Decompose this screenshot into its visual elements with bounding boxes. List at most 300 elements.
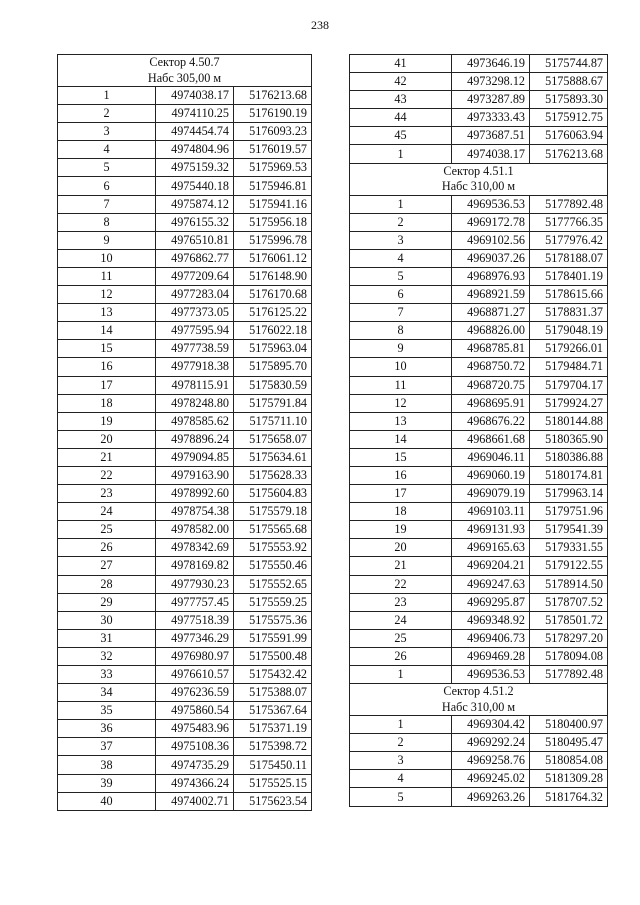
- coordinate-y: 5175711.10: [234, 412, 312, 430]
- table-row: [58, 267, 312, 285]
- point-number: 37: [58, 738, 156, 756]
- table-row: [58, 756, 312, 774]
- coordinate-x: 4974038.17: [156, 87, 234, 105]
- point-number: 20: [58, 430, 156, 448]
- table-row: [350, 127, 608, 145]
- point-number: 35: [58, 702, 156, 720]
- point-number: 15: [58, 340, 156, 358]
- table-row: [58, 593, 312, 611]
- point-number: 22: [350, 575, 452, 593]
- point-number: 40: [58, 792, 156, 810]
- coordinate-x: 4974454.74: [156, 123, 234, 141]
- coordinate-y: 5175565.68: [234, 521, 312, 539]
- coordinate-y: 5179541.39: [530, 521, 608, 539]
- point-number: 32: [58, 647, 156, 665]
- coordinate-x: 4977209.64: [156, 267, 234, 285]
- coordinate-y: 5180854.08: [530, 752, 608, 770]
- table-row: [350, 611, 608, 629]
- coordinate-x: 4969536.53: [452, 666, 530, 684]
- point-number: 1: [350, 666, 452, 684]
- table-row: [58, 123, 312, 141]
- point-number: 18: [58, 394, 156, 412]
- table-row: [350, 521, 608, 539]
- point-number: 7: [58, 195, 156, 213]
- coordinate-y: 5175604.83: [234, 485, 312, 503]
- point-number: 26: [350, 647, 452, 665]
- table-row: [350, 770, 608, 788]
- point-number: 2: [350, 734, 452, 752]
- point-number: 6: [350, 286, 452, 304]
- section-subtitle: Набс 310,00 м: [441, 179, 516, 194]
- point-number: 8: [350, 322, 452, 340]
- table-row: [58, 304, 312, 322]
- table-row: [350, 788, 608, 806]
- table-row: [350, 430, 608, 448]
- coordinate-y: 5180144.88: [530, 412, 608, 430]
- point-number: 4: [58, 141, 156, 159]
- coordinate-y: 5179122.55: [530, 557, 608, 575]
- table-row: [58, 557, 312, 575]
- point-number: 19: [350, 521, 452, 539]
- table-row: [350, 249, 608, 267]
- coordinate-y: 5175623.54: [234, 792, 312, 810]
- coordinate-x: 4969037.26: [452, 249, 530, 267]
- coordinate-y: 5175525.15: [234, 774, 312, 792]
- section-title: Сектор 4.50.7: [149, 55, 220, 69]
- coordinate-y: 5176190.19: [234, 105, 312, 123]
- coordinate-x: 4974038.17: [452, 145, 530, 163]
- coordinate-x: 4974735.29: [156, 756, 234, 774]
- coordinate-y: 5175830.59: [234, 376, 312, 394]
- coordinate-x: 4974804.96: [156, 141, 234, 159]
- coordinate-x: 4973333.43: [452, 109, 530, 127]
- table-row: [58, 611, 312, 629]
- coordinate-x: 4975483.96: [156, 720, 234, 738]
- table-row: [58, 286, 312, 304]
- table-row: [350, 666, 608, 684]
- table-row: [350, 394, 608, 412]
- coordinate-y: 5175367.64: [234, 702, 312, 720]
- point-number: 8: [58, 213, 156, 231]
- coordinate-x: 4974110.25: [156, 105, 234, 123]
- table-row: [58, 394, 312, 412]
- point-number: 17: [58, 376, 156, 394]
- point-number: 29: [58, 593, 156, 611]
- table-row: [58, 358, 312, 376]
- coordinate-y: 5179704.17: [530, 376, 608, 394]
- section-header-row: [350, 163, 608, 195]
- coordinate-y: 5175559.25: [234, 593, 312, 611]
- section-subtitle: Набс 305,00 м: [147, 70, 222, 85]
- table-row: [350, 593, 608, 611]
- table-row: [350, 503, 608, 521]
- coordinate-y: 5175579.18: [234, 503, 312, 521]
- table-row: [350, 55, 608, 73]
- coordinate-x: 4975440.18: [156, 177, 234, 195]
- coordinate-y: 5179048.19: [530, 322, 608, 340]
- coordinate-x: 4977738.59: [156, 340, 234, 358]
- coordinate-y: 5178401.19: [530, 267, 608, 285]
- point-number: 3: [350, 231, 452, 249]
- table-row: [350, 304, 608, 322]
- coordinate-y: 5176213.68: [234, 87, 312, 105]
- point-number: 2: [350, 213, 452, 231]
- coordinate-y: 5176148.90: [234, 267, 312, 285]
- point-number: 26: [58, 539, 156, 557]
- coordinate-y: 5180386.88: [530, 448, 608, 466]
- table-row: [350, 734, 608, 752]
- coordinate-x: 4969103.11: [452, 503, 530, 521]
- coordinate-x: 4969204.21: [452, 557, 530, 575]
- coordinate-x: 4978169.82: [156, 557, 234, 575]
- table-row: [58, 87, 312, 105]
- coordinate-y: 5175996.78: [234, 231, 312, 249]
- section-header: [58, 55, 312, 87]
- coordinate-x: 4969263.26: [452, 788, 530, 806]
- table-row: [58, 231, 312, 249]
- point-number: 23: [350, 593, 452, 611]
- point-number: 5: [58, 159, 156, 177]
- coordinate-y: 5175744.87: [530, 55, 608, 73]
- coordinate-y: 5181309.28: [530, 770, 608, 788]
- table-row: [350, 539, 608, 557]
- coordinate-x: 4975108.36: [156, 738, 234, 756]
- point-number: 25: [58, 521, 156, 539]
- table-row: [58, 521, 312, 539]
- point-number: 24: [58, 503, 156, 521]
- point-number: 17: [350, 485, 452, 503]
- point-number: 30: [58, 611, 156, 629]
- table-row: [58, 448, 312, 466]
- coordinate-y: 5178297.20: [530, 629, 608, 647]
- point-number: 5: [350, 267, 452, 285]
- point-number: 31: [58, 629, 156, 647]
- coordinate-x: 4978754.38: [156, 503, 234, 521]
- coordinate-y: 5176170.68: [234, 286, 312, 304]
- coordinate-x: 4969292.24: [452, 734, 530, 752]
- coordinate-y: 5178501.72: [530, 611, 608, 629]
- table-row: [350, 91, 608, 109]
- section-header-row: [350, 684, 608, 716]
- section-title: Сектор 4.51.1: [443, 163, 514, 178]
- coordinate-x: 4969131.93: [452, 521, 530, 539]
- table-row: [58, 485, 312, 503]
- coordinate-x: 4973646.19: [452, 55, 530, 73]
- point-number: 14: [58, 322, 156, 340]
- point-number: 20: [350, 539, 452, 557]
- point-number: 21: [350, 557, 452, 575]
- table-row: [350, 376, 608, 394]
- coordinate-x: 4973298.12: [452, 73, 530, 91]
- coordinate-x: 4976236.59: [156, 684, 234, 702]
- coordinate-y: 5175893.30: [530, 91, 608, 109]
- coordinate-y: 5175912.75: [530, 109, 608, 127]
- point-number: 41: [350, 55, 452, 73]
- point-number: 45: [350, 127, 452, 145]
- section-header: [350, 684, 608, 716]
- coordinate-y: 5178615.66: [530, 286, 608, 304]
- table-row: [58, 412, 312, 430]
- table-row: [350, 195, 608, 213]
- coordinate-x: 4968695.91: [452, 394, 530, 412]
- coordinate-y: 5175398.72: [234, 738, 312, 756]
- table-row: [350, 340, 608, 358]
- table-row: [350, 322, 608, 340]
- coordinate-y: 5180400.97: [530, 716, 608, 734]
- point-number: 43: [350, 91, 452, 109]
- table-row: [58, 159, 312, 177]
- section-subtitle: Набс 310,00 м: [441, 699, 516, 714]
- table-row: [58, 195, 312, 213]
- point-number: 4: [350, 249, 452, 267]
- coordinate-y: 5178914.50: [530, 575, 608, 593]
- coordinate-y: 5176063.94: [530, 127, 608, 145]
- coordinate-x: 4978992.60: [156, 485, 234, 503]
- coordinate-y: 5175550.46: [234, 557, 312, 575]
- coordinate-y: 5176213.68: [530, 145, 608, 163]
- table-row: [350, 145, 608, 163]
- coordinate-y: 5179484.71: [530, 358, 608, 376]
- coordinate-y: 5177892.48: [530, 666, 608, 684]
- coordinate-y: 5175658.07: [234, 430, 312, 448]
- coordinate-x: 4977373.05: [156, 304, 234, 322]
- point-number: 34: [58, 684, 156, 702]
- coordinate-y: 5175432.42: [234, 666, 312, 684]
- point-number: 1: [350, 195, 452, 213]
- table-row: [58, 249, 312, 267]
- coordinate-y: 5175791.84: [234, 394, 312, 412]
- point-number: 22: [58, 466, 156, 484]
- table-row: [58, 629, 312, 647]
- coordinate-y: 5181764.32: [530, 788, 608, 806]
- table-row: [58, 666, 312, 684]
- point-number: 3: [350, 752, 452, 770]
- coordinate-y: 5178188.07: [530, 249, 608, 267]
- table-row: [350, 267, 608, 285]
- coordinate-y: 5175388.07: [234, 684, 312, 702]
- coordinate-x: 4968720.75: [452, 376, 530, 394]
- table-row: [350, 557, 608, 575]
- coordinate-y: 5175591.99: [234, 629, 312, 647]
- coordinate-x: 4977918.38: [156, 358, 234, 376]
- coordinate-x: 4978582.00: [156, 521, 234, 539]
- coordinate-y: 5177976.42: [530, 231, 608, 249]
- coordinate-y: 5180174.81: [530, 466, 608, 484]
- coordinate-x: 4969102.56: [452, 231, 530, 249]
- point-number: 14: [350, 430, 452, 448]
- table-row: [350, 448, 608, 466]
- coordinate-x: 4969536.53: [452, 195, 530, 213]
- point-number: 3: [58, 123, 156, 141]
- point-number: 16: [58, 358, 156, 376]
- table-row: [58, 376, 312, 394]
- coordinate-y: 5176061.12: [234, 249, 312, 267]
- point-number: 13: [350, 412, 452, 430]
- coordinate-x: 4974002.71: [156, 792, 234, 810]
- coordinate-x: 4969348.92: [452, 611, 530, 629]
- coordinate-y: 5176125.22: [234, 304, 312, 322]
- coordinate-x: 4969247.63: [452, 575, 530, 593]
- coordinate-x: 4976862.77: [156, 249, 234, 267]
- coordinate-x: 4968826.00: [452, 322, 530, 340]
- coordinate-x: 4977757.45: [156, 593, 234, 611]
- coordinate-x: 4975874.12: [156, 195, 234, 213]
- coordinate-y: 5175941.16: [234, 195, 312, 213]
- coordinate-x: 4977595.94: [156, 322, 234, 340]
- point-number: 9: [350, 340, 452, 358]
- point-number: 42: [350, 73, 452, 91]
- point-number: 12: [58, 286, 156, 304]
- coordinate-x: 4968661.68: [452, 430, 530, 448]
- coordinate-x: 4973687.51: [452, 127, 530, 145]
- coordinate-y: 5177766.35: [530, 213, 608, 231]
- coordinate-y: 5179963.14: [530, 485, 608, 503]
- table-row: [350, 109, 608, 127]
- coordinate-y: 5175575.36: [234, 611, 312, 629]
- table-row: [350, 716, 608, 734]
- section-header-row: [58, 55, 312, 87]
- coordinate-y: 5176022.18: [234, 322, 312, 340]
- coordinate-x: 4968785.81: [452, 340, 530, 358]
- table-row: [58, 213, 312, 231]
- coordinate-x: 4969165.63: [452, 539, 530, 557]
- point-number: 12: [350, 394, 452, 412]
- table-row: [350, 286, 608, 304]
- point-number: 27: [58, 557, 156, 575]
- point-number: 28: [58, 575, 156, 593]
- point-number: 39: [58, 774, 156, 792]
- coordinate-x: 4978115.91: [156, 376, 234, 394]
- table-row: [350, 213, 608, 231]
- coordinate-y: 5175634.61: [234, 448, 312, 466]
- point-number: 6: [58, 177, 156, 195]
- coordinate-x: 4968676.22: [452, 412, 530, 430]
- coordinate-y: 5180365.90: [530, 430, 608, 448]
- coordinate-y: 5179751.96: [530, 503, 608, 521]
- coordinate-x: 4977930.23: [156, 575, 234, 593]
- coordinate-x: 4977283.04: [156, 286, 234, 304]
- point-number: 5: [350, 788, 452, 806]
- coordinate-y: 5175371.19: [234, 720, 312, 738]
- section-header: [350, 163, 608, 195]
- table-row: [350, 647, 608, 665]
- table-row: [350, 575, 608, 593]
- point-number: 15: [350, 448, 452, 466]
- coordinate-x: 4973287.89: [452, 91, 530, 109]
- coordinate-x: 4976510.81: [156, 231, 234, 249]
- point-number: 23: [58, 485, 156, 503]
- point-number: 33: [58, 666, 156, 684]
- point-number: 13: [58, 304, 156, 322]
- coordinate-x: 4968750.72: [452, 358, 530, 376]
- coordinate-x: 4969304.42: [452, 716, 530, 734]
- point-number: 21: [58, 448, 156, 466]
- coordinate-y: 5175552.65: [234, 575, 312, 593]
- table-row: [58, 141, 312, 159]
- table-row: [58, 792, 312, 810]
- coordinate-x: 4969046.11: [452, 448, 530, 466]
- table-row: [58, 340, 312, 358]
- coordinate-y: 5175895.70: [234, 358, 312, 376]
- coordinate-y: 5178707.52: [530, 593, 608, 611]
- coordinate-y: 5179266.01: [530, 340, 608, 358]
- coordinate-y: 5176093.23: [234, 123, 312, 141]
- point-number: 10: [350, 358, 452, 376]
- coordinate-y: 5175946.81: [234, 177, 312, 195]
- coordinate-x: 4979094.85: [156, 448, 234, 466]
- table-row: [350, 412, 608, 430]
- coordinate-x: 4977346.29: [156, 629, 234, 647]
- coordinate-x: 4978896.24: [156, 430, 234, 448]
- table-row: [58, 647, 312, 665]
- point-number: 1: [350, 716, 452, 734]
- point-number: 11: [350, 376, 452, 394]
- table-row: [58, 575, 312, 593]
- point-number: 9: [58, 231, 156, 249]
- coordinate-x: 4969406.73: [452, 629, 530, 647]
- point-number: 1: [58, 87, 156, 105]
- coordinate-x: 4968976.93: [452, 267, 530, 285]
- coordinate-x: 4978585.62: [156, 412, 234, 430]
- page-number: 238: [311, 18, 329, 32]
- coordinate-x: 4969245.02: [452, 770, 530, 788]
- table-row: [350, 752, 608, 770]
- point-number: 16: [350, 466, 452, 484]
- point-number: 7: [350, 304, 452, 322]
- table-row: [58, 720, 312, 738]
- coordinate-x: 4969258.76: [452, 752, 530, 770]
- coordinate-x: 4968921.59: [452, 286, 530, 304]
- point-number: 25: [350, 629, 452, 647]
- coordinate-y: 5175628.33: [234, 466, 312, 484]
- table-row: [350, 358, 608, 376]
- coordinate-y: 5180495.47: [530, 734, 608, 752]
- coordinates-table-left: [57, 54, 312, 811]
- table-row: [58, 430, 312, 448]
- point-number: 18: [350, 503, 452, 521]
- point-number: 44: [350, 109, 452, 127]
- coordinate-y: 5175963.04: [234, 340, 312, 358]
- table-row: [58, 177, 312, 195]
- point-number: 36: [58, 720, 156, 738]
- point-number: 2: [58, 105, 156, 123]
- table-row: [350, 466, 608, 484]
- coordinate-x: 4974366.24: [156, 774, 234, 792]
- coordinate-x: 4977518.39: [156, 611, 234, 629]
- coordinate-y: 5178094.08: [530, 647, 608, 665]
- section-title: Сектор 4.51.2: [443, 684, 514, 699]
- coordinate-x: 4975159.32: [156, 159, 234, 177]
- table-row: [58, 684, 312, 702]
- coordinate-x: 4979163.90: [156, 466, 234, 484]
- coordinate-y: 5175553.92: [234, 539, 312, 557]
- coordinate-x: 4978342.69: [156, 539, 234, 557]
- coordinate-y: 5175450.11: [234, 756, 312, 774]
- table-row: [350, 231, 608, 249]
- coordinates-table-right: [349, 54, 608, 807]
- coordinate-y: 5175888.67: [530, 73, 608, 91]
- table-row: [58, 539, 312, 557]
- coordinate-y: 5179924.27: [530, 394, 608, 412]
- table-row: [58, 738, 312, 756]
- coordinate-x: 4969172.78: [452, 213, 530, 231]
- coordinate-x: 4969079.19: [452, 485, 530, 503]
- coordinate-x: 4969295.87: [452, 593, 530, 611]
- coordinate-x: 4978248.80: [156, 394, 234, 412]
- coordinate-x: 4969469.28: [452, 647, 530, 665]
- table-row: [58, 774, 312, 792]
- point-number: 38: [58, 756, 156, 774]
